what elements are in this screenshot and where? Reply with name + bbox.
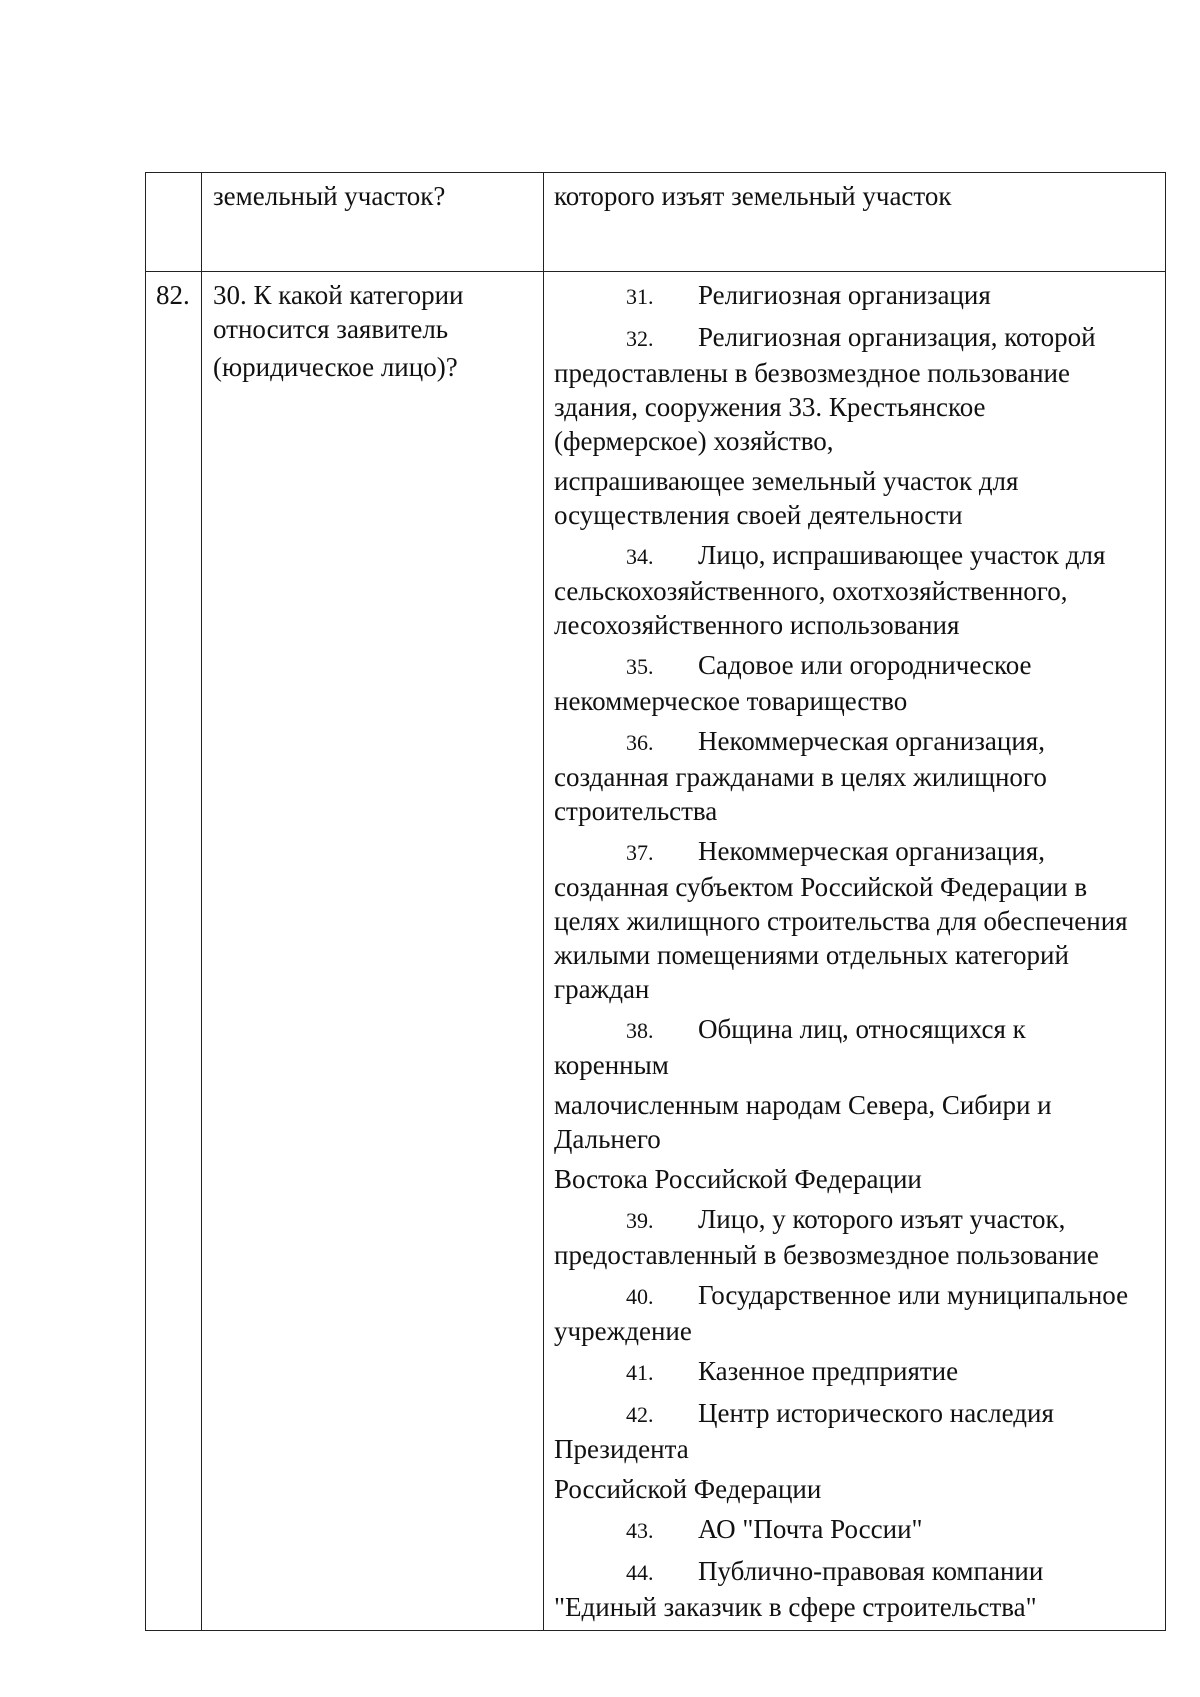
answer-option-first-line — [554, 1278, 1159, 1314]
answer-option — [554, 1472, 1159, 1506]
answer-option — [554, 1396, 1159, 1466]
answer-option-line: осуществления своей деятельности — [554, 500, 963, 530]
answer-option — [554, 464, 1159, 532]
table-row — [146, 173, 1166, 272]
answer-option — [554, 1202, 1159, 1272]
question-line: (юридическое лицо)? — [213, 352, 458, 382]
answer-option-line: предоставлены в безвозмездное пользование — [554, 358, 1070, 388]
answer-option-line: здания, сооружения 33. Крестьянское — [554, 392, 986, 422]
answer-option-text: Религиозная организация — [698, 280, 991, 310]
answer-option — [554, 1162, 1159, 1196]
answer-option-first-line — [554, 1554, 1159, 1590]
answer-option-line: предоставленный в безвозмездное пользование — [554, 1240, 1099, 1270]
answer-option-line: сельскохозяйственного, охотхозяйственного, — [554, 576, 1068, 606]
answer-option-first-line — [554, 1512, 1159, 1548]
answer-option-line: лесохозяйственного использования — [554, 610, 960, 640]
answer-option-first-line — [554, 538, 1159, 574]
answer-option-first-line — [554, 320, 1159, 356]
answer-option-text: Некоммерческая организация, — [698, 836, 1045, 866]
answer-option — [554, 320, 1159, 458]
answer-option-line: целях жилищного строительства для обеспечения — [554, 906, 1128, 936]
question-line: 30. К какой категории — [213, 280, 464, 310]
answer-option-text: Некоммерческая организация, — [698, 726, 1045, 756]
answer-option-line: "Единый заказчик в сфере строительства" — [554, 1592, 1037, 1622]
answer-option-number: 32. — [626, 326, 654, 351]
question-cell — [202, 272, 544, 1631]
answer-option-line: строительства — [554, 796, 718, 826]
row-number-cell — [146, 173, 202, 272]
answer-option-line: испрашивающее земельный участок для — [554, 466, 1019, 496]
answer-option-number: 43. — [626, 1518, 654, 1543]
answer-option-line: созданная субъектом Российской Федерации в — [554, 872, 1088, 902]
answer-option — [554, 724, 1159, 828]
answer-option — [554, 1088, 1159, 1156]
answer-option-line: учреждение — [554, 1316, 692, 1346]
answer-option-line: Президента — [554, 1434, 689, 1464]
answer-option-text: Государственное или муниципальное — [698, 1280, 1129, 1310]
answer-option — [554, 648, 1159, 718]
answer-option — [554, 1278, 1159, 1348]
answer-option-first-line — [554, 648, 1159, 684]
answer-option — [554, 1512, 1159, 1548]
answer-option-line: (фермерское) хозяйство, — [554, 426, 834, 456]
answer-option — [554, 278, 1159, 314]
answer-option-number: 40. — [626, 1284, 654, 1309]
question-line: относится заявитель — [213, 314, 449, 344]
answer-option-first-line — [554, 724, 1159, 760]
answer-option-number: 35. — [626, 654, 654, 679]
answer-options-list — [554, 278, 1159, 1624]
row-number-cell — [146, 272, 202, 1631]
answer-option-text: Община лиц, относящихся к — [698, 1014, 1026, 1044]
answer-option-first-line — [554, 1354, 1159, 1390]
answer-option-line: некоммерческое товарищество — [554, 686, 908, 716]
answer-option-line: малочисленным народам Севера, Сибири и — [554, 1090, 1052, 1120]
answer-option-number: 38. — [626, 1018, 654, 1043]
answer-option-line: коренным — [554, 1050, 669, 1080]
answer-option-first-line — [554, 1202, 1159, 1238]
answer-option — [554, 1554, 1159, 1624]
answer-option — [554, 834, 1159, 1006]
answer-option — [554, 1354, 1159, 1390]
answer-option-number: 31. — [626, 284, 654, 309]
answer-option-text: Садовое или огородническое — [698, 650, 1032, 680]
answer-option-number: 44. — [626, 1560, 654, 1585]
answer-option-text: Казенное предприятие — [698, 1356, 959, 1386]
answer-option — [554, 538, 1159, 642]
answer-option-number: 37. — [626, 840, 654, 865]
answer-option-number: 34. — [626, 544, 654, 569]
answer-option-text: Религиозная организация, которой — [698, 322, 1096, 352]
answer-option-text: Публично-правовая компании — [698, 1556, 1044, 1586]
table-row — [146, 272, 1166, 1631]
answer-option-line: созданная гражданами в целях жилищного — [554, 762, 1047, 792]
answer-option-line: жилыми помещениями отдельных категорий — [554, 940, 1069, 970]
answer-option-text: Лицо, у которого изъят участок, — [698, 1204, 1066, 1234]
answer-text: которого изъят земельный участок — [554, 181, 952, 211]
answer-option-first-line — [554, 278, 1159, 314]
answer-option-first-line — [554, 1012, 1159, 1048]
answer-option-first-line — [554, 834, 1159, 870]
answer-option-number: 42. — [626, 1402, 654, 1427]
question-cell — [202, 173, 544, 272]
answer-option-number: 39. — [626, 1208, 654, 1233]
answer-option-line: граждан — [554, 974, 650, 1004]
questionnaire-table — [145, 172, 1166, 1631]
answer-option-first-line — [554, 1396, 1159, 1432]
answer-option-text: АО "Почта России" — [698, 1514, 923, 1544]
row-number: 82. — [156, 280, 190, 310]
answer-cell — [544, 173, 1166, 272]
answer-option — [554, 1012, 1159, 1082]
question-text: земельный участок? — [213, 181, 446, 211]
answer-option-number: 36. — [626, 730, 654, 755]
answer-option-line: Востока Российской Федерации — [554, 1164, 922, 1194]
answer-options-cell — [544, 272, 1166, 1631]
answer-option-text: Лицо, испрашивающее участок для — [698, 540, 1106, 570]
answer-option-text: Центр исторического наследия — [698, 1398, 1054, 1428]
answer-option-number: 41. — [626, 1360, 654, 1385]
answer-option-line: Дальнего — [554, 1124, 661, 1154]
answer-option-line: Российской Федерации — [554, 1474, 822, 1504]
